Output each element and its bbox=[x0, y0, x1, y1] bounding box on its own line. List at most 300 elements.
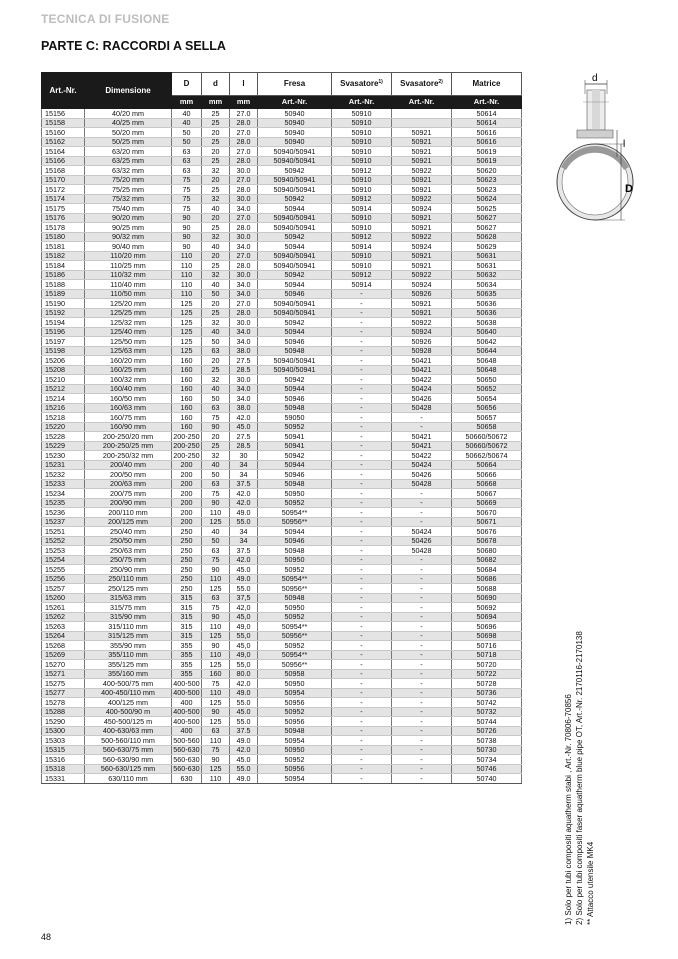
table-cell: 50910 bbox=[332, 213, 392, 223]
table-cell: 50940/50941 bbox=[258, 185, 332, 195]
table-cell: 50657 bbox=[452, 413, 522, 423]
table-cell: 50678 bbox=[452, 536, 522, 546]
table-cell: 42,0 bbox=[230, 603, 258, 613]
table-cell: - bbox=[332, 375, 392, 385]
table-cell: 355 bbox=[172, 669, 202, 679]
table-cell: 15206 bbox=[42, 356, 85, 366]
table-cell: 50726 bbox=[452, 726, 522, 736]
table-cell: 200 bbox=[172, 479, 202, 489]
table-row bbox=[42, 707, 522, 717]
table-cell: 50914 bbox=[332, 204, 392, 214]
table-cell: 50656 bbox=[452, 403, 522, 413]
table-cell: 63 bbox=[202, 479, 230, 489]
table-cell: - bbox=[392, 422, 452, 432]
table-row bbox=[42, 527, 522, 537]
table-row bbox=[42, 384, 522, 394]
table-cell: 15184 bbox=[42, 261, 85, 271]
table-cell: 50/20 mm bbox=[85, 128, 172, 138]
table-cell: 49.0 bbox=[230, 736, 258, 746]
table-cell: 42.0 bbox=[230, 679, 258, 689]
table-row bbox=[42, 413, 522, 423]
table-cell: 50421 bbox=[392, 441, 452, 451]
table-cell: 90 bbox=[202, 422, 230, 432]
table-row bbox=[42, 166, 522, 176]
table-cell: 34 bbox=[230, 470, 258, 480]
table-cell: 15188 bbox=[42, 280, 85, 290]
table-cell: 50942 bbox=[258, 270, 332, 280]
table-cell: 50948 bbox=[258, 546, 332, 556]
table-cell: 400-500 bbox=[173, 707, 200, 717]
table-cell: 50421 bbox=[392, 432, 452, 442]
table-cell: 15255 bbox=[42, 565, 85, 575]
table-cell: - bbox=[392, 517, 452, 527]
table-cell bbox=[392, 118, 452, 128]
table-cell: 50664 bbox=[452, 460, 522, 470]
table-cell: 50928 bbox=[392, 346, 452, 356]
table-cell: 50912 bbox=[332, 166, 392, 176]
table-cell: 50948 bbox=[258, 726, 332, 736]
table-row bbox=[42, 213, 522, 223]
table-cell: 50946 bbox=[258, 289, 332, 299]
table-cell: - bbox=[332, 736, 392, 746]
table-cell: 125 bbox=[172, 327, 202, 337]
table-cell: 50944 bbox=[258, 527, 332, 537]
table-cell: 15288 bbox=[42, 707, 85, 717]
table-cell: 400-500 bbox=[173, 716, 200, 726]
table-row bbox=[42, 232, 522, 242]
table-cell: 50950 bbox=[258, 679, 332, 689]
table-cell: 50954** bbox=[258, 508, 332, 518]
table-cell: - bbox=[332, 565, 392, 575]
table-row bbox=[42, 498, 522, 508]
table-cell: - bbox=[332, 346, 392, 356]
table-cell: 34.0 bbox=[230, 242, 258, 252]
table-cell: 125 bbox=[172, 337, 202, 347]
table-cell: 15216 bbox=[42, 403, 85, 413]
table-cell: - bbox=[392, 612, 452, 622]
table-cell: 110 bbox=[172, 261, 202, 271]
table-cell: 355 bbox=[172, 660, 202, 670]
table-cell: 28.0 bbox=[230, 185, 258, 195]
table-cell: 50422 bbox=[392, 451, 452, 461]
unit-header: Art.-Nr. bbox=[332, 96, 392, 109]
table-cell: 45.0 bbox=[230, 565, 258, 575]
table-cell: 160 bbox=[172, 356, 202, 366]
table-cell: 50627 bbox=[452, 223, 522, 233]
table-cell: 25 bbox=[202, 109, 230, 119]
table-cell: - bbox=[392, 707, 452, 717]
table-cell: 20 bbox=[202, 251, 230, 261]
table-cell: 50954** bbox=[258, 622, 332, 632]
table-cell: 50910 bbox=[332, 118, 392, 128]
table-cell: 63 bbox=[172, 156, 202, 166]
table-cell: 50944 bbox=[258, 384, 332, 394]
table-cell: - bbox=[332, 470, 392, 480]
table-cell: 50671 bbox=[452, 517, 522, 527]
saddle-fittings-table bbox=[41, 72, 522, 784]
table-cell: 30 bbox=[230, 451, 258, 461]
table-cell: 90 bbox=[202, 498, 230, 508]
table-cell: 34 bbox=[230, 527, 258, 537]
table-cell: 110/32 mm bbox=[85, 270, 172, 280]
table-cell: 50910 bbox=[332, 128, 392, 138]
table-cell: 20 bbox=[202, 147, 230, 157]
table-cell: 63 bbox=[202, 346, 230, 356]
table-cell: 50926 bbox=[392, 289, 452, 299]
table-cell: - bbox=[332, 574, 392, 584]
table-cell: 49.0 bbox=[230, 508, 258, 518]
table-cell: 50 bbox=[172, 137, 202, 147]
table-cell: 400-630/63 mm bbox=[85, 726, 172, 736]
table-cell: 15208 bbox=[42, 365, 85, 375]
table-cell: 50940/50941 bbox=[258, 299, 332, 309]
table-cell: 80.0 bbox=[230, 669, 258, 679]
table-cell: - bbox=[392, 622, 452, 632]
table-cell: 15262 bbox=[42, 612, 85, 622]
footnote-1: 1) Solo per tubi compositi aquatherm stabi , Art.-Nr. 70806-70856 bbox=[564, 694, 573, 925]
table-cell: 90 bbox=[172, 242, 202, 252]
table-cell: 125 bbox=[172, 308, 202, 318]
table-cell: - bbox=[332, 489, 392, 499]
table-cell: 45,0 bbox=[230, 641, 258, 651]
table-cell: 50624 bbox=[452, 194, 522, 204]
table-cell: 50614 bbox=[452, 118, 522, 128]
table-cell: 34.0 bbox=[230, 384, 258, 394]
table-cell: 50660/50672 bbox=[452, 432, 522, 442]
table-row bbox=[42, 698, 522, 708]
table-row bbox=[42, 650, 522, 660]
table-cell: 27.0 bbox=[230, 109, 258, 119]
table-cell: 630/110 mm bbox=[85, 774, 172, 784]
table-cell: 45.0 bbox=[230, 422, 258, 432]
table-cell: 40/20 mm bbox=[85, 109, 172, 119]
table-cell: 250/50 mm bbox=[85, 536, 172, 546]
table-cell: 315 bbox=[172, 593, 202, 603]
table-cell: - bbox=[332, 546, 392, 556]
table-row bbox=[42, 508, 522, 518]
table-cell: 50421 bbox=[392, 356, 452, 366]
table-cell: 32 bbox=[202, 375, 230, 385]
table-cell: 15166 bbox=[42, 156, 85, 166]
table-cell: 50424 bbox=[392, 460, 452, 470]
table-cell: 50956** bbox=[258, 631, 332, 641]
table-cell: 42.0 bbox=[230, 498, 258, 508]
table-cell: 25 bbox=[202, 185, 230, 195]
table-row bbox=[42, 365, 522, 375]
table-cell: 50940/50941 bbox=[258, 356, 332, 366]
table-cell: 15220 bbox=[42, 422, 85, 432]
saddle-fitting-diagram bbox=[547, 72, 637, 232]
table-cell: 15181 bbox=[42, 242, 85, 252]
table-cell: - bbox=[392, 698, 452, 708]
table-cell: 75 bbox=[202, 489, 230, 499]
table-cell: - bbox=[392, 574, 452, 584]
table-cell: 50946 bbox=[258, 337, 332, 347]
table-cell: 160 bbox=[202, 669, 230, 679]
table-cell: 37.5 bbox=[230, 546, 258, 556]
part-title: PARTE C: RACCORDI A SELLA bbox=[41, 39, 226, 53]
table-cell: 50940 bbox=[258, 137, 332, 147]
table-row bbox=[42, 517, 522, 527]
column-header: l bbox=[230, 73, 258, 96]
table-cell: 15175 bbox=[42, 204, 85, 214]
table-cell: 200/110 mm bbox=[85, 508, 172, 518]
saddle-fitting-drawing bbox=[547, 72, 637, 232]
table-cell: - bbox=[392, 631, 452, 641]
table-cell: 15214 bbox=[42, 394, 85, 404]
table-cell: - bbox=[392, 508, 452, 518]
table-cell: 50676 bbox=[452, 527, 522, 537]
table-cell: 27.0 bbox=[230, 128, 258, 138]
table-cell: 160/50 mm bbox=[85, 394, 172, 404]
table-cell: 50628 bbox=[452, 232, 522, 242]
table-cell: 30.0 bbox=[230, 194, 258, 204]
table-cell: 50948 bbox=[258, 479, 332, 489]
table-cell: 50688 bbox=[452, 584, 522, 594]
table-cell: 15164 bbox=[42, 147, 85, 157]
table-cell: 160 bbox=[172, 365, 202, 375]
table-cell: 15182 bbox=[42, 251, 85, 261]
table-row bbox=[42, 546, 522, 556]
table-cell: 50946 bbox=[258, 536, 332, 546]
table-cell: 50635 bbox=[452, 289, 522, 299]
table-cell: 50942 bbox=[258, 194, 332, 204]
table-cell: 160/32 mm bbox=[85, 375, 172, 385]
table-cell: - bbox=[332, 451, 392, 461]
table-cell: 50692 bbox=[452, 603, 522, 613]
table-cell: 15235 bbox=[42, 498, 85, 508]
table-cell: 110 bbox=[172, 270, 202, 280]
table-cell: 250 bbox=[172, 546, 202, 556]
table-cell: 200/75 mm bbox=[85, 489, 172, 499]
table-cell: - bbox=[392, 413, 452, 423]
table-cell: 125 bbox=[172, 346, 202, 356]
column-header: d bbox=[202, 73, 230, 96]
table-cell: - bbox=[392, 688, 452, 698]
table-cell: 250 bbox=[172, 555, 202, 565]
table-cell: 40 bbox=[172, 118, 202, 128]
table-cell: 15212 bbox=[42, 384, 85, 394]
table-cell: 50696 bbox=[452, 622, 522, 632]
table-cell: 50921 bbox=[392, 261, 452, 271]
table-cell: 160/40 mm bbox=[85, 384, 172, 394]
table-cell: 25 bbox=[202, 118, 230, 128]
table-cell: - bbox=[332, 356, 392, 366]
table-cell: 90 bbox=[202, 641, 230, 651]
table-cell: 160/20 mm bbox=[85, 356, 172, 366]
table-cell: 50950 bbox=[258, 603, 332, 613]
table-cell: 75/32 mm bbox=[85, 194, 172, 204]
table-row bbox=[42, 764, 522, 774]
table-cell: 50614 bbox=[452, 109, 522, 119]
table-cell: 90/20 mm bbox=[85, 213, 172, 223]
table-cell: 15190 bbox=[42, 299, 85, 309]
table-cell: 50950 bbox=[258, 745, 332, 755]
table-cell: 63/32 mm bbox=[85, 166, 172, 176]
table-cell: 63/20 mm bbox=[85, 147, 172, 157]
table-row bbox=[42, 441, 522, 451]
table-cell: 15156 bbox=[42, 109, 85, 119]
table-row bbox=[42, 185, 522, 195]
table-cell: 50426 bbox=[392, 536, 452, 546]
table-cell: 50922 bbox=[392, 232, 452, 242]
table-cell: - bbox=[332, 612, 392, 622]
table-cell: - bbox=[392, 489, 452, 499]
label-D: D bbox=[625, 183, 633, 195]
table-cell: - bbox=[332, 498, 392, 508]
table-cell: - bbox=[332, 774, 392, 784]
table-cell: 250/90 mm bbox=[85, 565, 172, 575]
table-cell: 50648 bbox=[452, 356, 522, 366]
table-cell: 28.0 bbox=[230, 308, 258, 318]
table-cell: 34.0 bbox=[230, 280, 258, 290]
table-cell: - bbox=[392, 555, 452, 565]
section-title: TECNICA DI FUSIONE bbox=[41, 12, 170, 26]
table-row bbox=[42, 223, 522, 233]
table-cell: 50940/50941 bbox=[258, 175, 332, 185]
table-cell: 50421 bbox=[392, 365, 452, 375]
table-cell: 28.0 bbox=[230, 118, 258, 128]
table-row bbox=[42, 375, 522, 385]
table-cell: 42.0 bbox=[230, 555, 258, 565]
table-cell: 55,0 bbox=[230, 660, 258, 670]
table-cell: 250/40 mm bbox=[85, 527, 172, 537]
table-cell: 15192 bbox=[42, 308, 85, 318]
table-cell: 355/160 mm bbox=[85, 669, 172, 679]
table-cell: 15260 bbox=[42, 593, 85, 603]
table-cell: 50634 bbox=[452, 280, 522, 290]
table-cell: 45,0 bbox=[230, 612, 258, 622]
table-cell: 75 bbox=[202, 413, 230, 423]
table-row bbox=[42, 489, 522, 499]
table-cell: - bbox=[332, 593, 392, 603]
table-cell: 32 bbox=[202, 270, 230, 280]
table-cell: 50924 bbox=[392, 242, 452, 252]
table-cell: - bbox=[392, 736, 452, 746]
table-cell: 15254 bbox=[42, 555, 85, 565]
table-cell: 20 bbox=[202, 128, 230, 138]
table-cell: 50921 bbox=[392, 299, 452, 309]
table-cell: 50921 bbox=[392, 128, 452, 138]
table-cell: 90 bbox=[202, 565, 230, 575]
table-cell: - bbox=[392, 603, 452, 613]
table-cell: 45.0 bbox=[230, 707, 258, 717]
table-cell: 560-630/75 mm bbox=[85, 745, 172, 755]
table-cell: 75 bbox=[202, 745, 230, 755]
table-cell: - bbox=[392, 755, 452, 765]
table-cell: 160 bbox=[172, 375, 202, 385]
table-cell: - bbox=[332, 603, 392, 613]
table-row bbox=[42, 346, 522, 356]
table-cell: 15251 bbox=[42, 527, 85, 537]
table-cell: 25 bbox=[202, 137, 230, 147]
table-cell: 40 bbox=[202, 242, 230, 252]
table-cell: 200-250/20 mm bbox=[85, 432, 172, 442]
table-cell: 15231 bbox=[42, 460, 85, 470]
table-cell: 27.5 bbox=[230, 432, 258, 442]
table-cell: 50921 bbox=[392, 175, 452, 185]
table-cell: 55.0 bbox=[230, 584, 258, 594]
table-row bbox=[42, 251, 522, 261]
table-cell: 50698 bbox=[452, 631, 522, 641]
table-cell: 50921 bbox=[392, 251, 452, 261]
table-cell: 50660/50672 bbox=[452, 441, 522, 451]
table-cell: 15172 bbox=[42, 185, 85, 195]
table-cell: - bbox=[332, 717, 392, 727]
table-cell: 110/40 mm bbox=[85, 280, 172, 290]
table-cell: 400-500 bbox=[173, 688, 200, 698]
table-cell: 400-500/90 m bbox=[85, 707, 172, 717]
table-cell: 50732 bbox=[452, 707, 522, 717]
table-cell: 50952 bbox=[258, 565, 332, 575]
table-cell: 50912 bbox=[332, 194, 392, 204]
table-cell: 25 bbox=[202, 308, 230, 318]
table-cell: - bbox=[392, 498, 452, 508]
table-row bbox=[42, 327, 522, 337]
table-cell: 50738 bbox=[452, 736, 522, 746]
table-cell: 200 bbox=[172, 489, 202, 499]
table-cell: 450-500/125 m bbox=[85, 717, 172, 727]
table-cell: 50690 bbox=[452, 593, 522, 603]
table-cell: 200/50 mm bbox=[85, 470, 172, 480]
table-cell: 50912 bbox=[332, 232, 392, 242]
table-cell: 27.5 bbox=[230, 356, 258, 366]
table-cell: 400/125 mm bbox=[85, 698, 172, 708]
table-cell: - bbox=[392, 726, 452, 736]
table-cell: 15198 bbox=[42, 346, 85, 356]
table-cell: 50942 bbox=[258, 375, 332, 385]
table-cell: 15189 bbox=[42, 289, 85, 299]
table-cell: 90 bbox=[172, 223, 202, 233]
table-cell: 32 bbox=[202, 232, 230, 242]
table-cell: 630 bbox=[172, 774, 202, 784]
table-cell: 50623 bbox=[452, 175, 522, 185]
unit-header: Art.-Nr. bbox=[258, 96, 332, 109]
table-row bbox=[42, 356, 522, 366]
table-cell: 50619 bbox=[452, 147, 522, 157]
table-cell: 110 bbox=[202, 688, 230, 698]
table-cell: 110 bbox=[202, 622, 230, 632]
table-cell: 50 bbox=[202, 289, 230, 299]
table-cell: - bbox=[332, 726, 392, 736]
table-cell: 55.0 bbox=[230, 698, 258, 708]
table-cell: 50956 bbox=[258, 698, 332, 708]
table-cell: 15277 bbox=[42, 688, 85, 698]
table-cell: 200 bbox=[172, 460, 202, 470]
table-row bbox=[42, 679, 522, 689]
table-cell: 50924 bbox=[392, 280, 452, 290]
table-cell: 50428 bbox=[392, 479, 452, 489]
table-cell: 355 bbox=[172, 650, 202, 660]
page-number: 48 bbox=[41, 932, 52, 942]
table-cell: 28.0 bbox=[230, 223, 258, 233]
table-cell: 400 bbox=[172, 698, 202, 708]
table-row bbox=[42, 470, 522, 480]
table-cell: 75 bbox=[172, 194, 202, 204]
table-cell: 34.0 bbox=[230, 289, 258, 299]
table-cell: 15316 bbox=[42, 755, 85, 765]
table-cell: 15237 bbox=[42, 517, 85, 527]
column-header: Matrice bbox=[452, 73, 522, 96]
table-cell: 110 bbox=[202, 774, 230, 784]
table-cell: 34.0 bbox=[230, 337, 258, 347]
table-cell: 200-250/25 mm bbox=[85, 441, 172, 451]
table-cell: 50944 bbox=[258, 242, 332, 252]
table-cell: 15256 bbox=[42, 574, 85, 584]
table-cell: - bbox=[332, 679, 392, 689]
table-cell: 15269 bbox=[42, 650, 85, 660]
table-cell: 50910 bbox=[332, 147, 392, 157]
